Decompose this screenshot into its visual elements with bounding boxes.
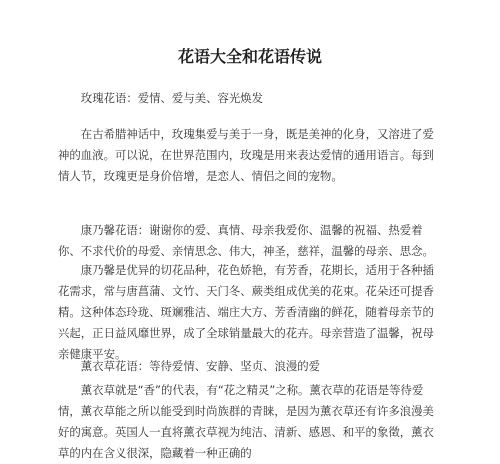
paragraph-lavender-description: 薰衣草就是“香”的代表，有“花之精灵”之称。薰衣草的花语是等待爱情，薰衣草能之所以能受到时尚族群的青睐，是因为薰衣草还有许多浪漫美好的寓意。英国人一直将薰衣草视为纯洁、清新、感恩、和平的象徵，薰衣草的内在含义很深，隐藏着一种正确的: [58, 383, 434, 460]
page-title: 花语大全和花语传说: [177, 47, 322, 66]
paragraph-lavender-meaning: 薰衣草花语：等待爱情、安静、坚贞、浪漫的爱: [80, 359, 321, 373]
paragraph-carnation-description: 康乃馨是优异的切花品种，花色娇艳，有芳香，花期长，适用于各种插花需求，常与唐菖蒲、文竹、天门冬、蕨类组成优美的花束。花朵还可提香精。这种体态玲珑、斑斓雅洁、端庄大方、芳香清幽的鲜花，随着母亲节的兴起，正日益风靡世界，成了全球销量最大的花卉。母亲营造了温馨，祝母亲健康平安。: [58, 263, 434, 361]
paragraph-carnation-meaning: 康乃馨花语：谢谢你的爱、真情、母亲我爱你、温馨的祝福、热爱着你、不求代价的母爱、亲情思念、伟大，神圣，慈祥，温馨的母亲、思念。: [58, 223, 434, 258]
paragraph-rose-meaning: 玫瑰花语：爱情、爱与美、容光焕发: [80, 91, 264, 105]
paragraph-rose-legend: 在古希腊神话中，玫瑰集爱与美于一身，既是美神的化身，又溶进了爱神的血液。可以说，在世界范围内，玫瑰是用来表达爱情的通用语言。每到情人节，玫瑰更是身价倍增，是恋人、情侣之间的宠物。: [58, 127, 434, 183]
